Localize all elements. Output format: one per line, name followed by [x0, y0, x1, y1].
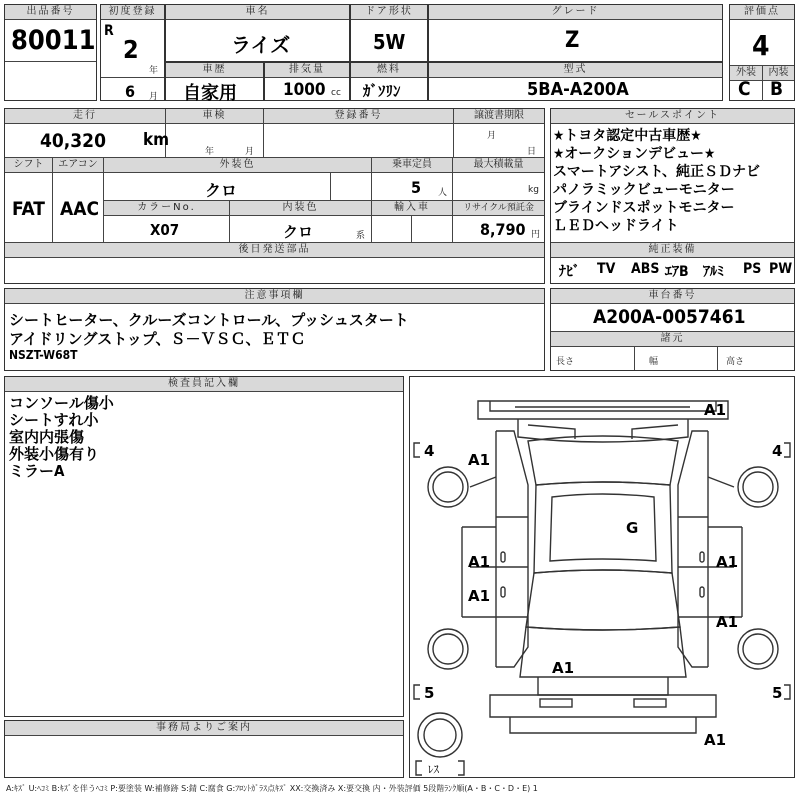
sales-point-line: ＬＥＤヘッドライト — [553, 218, 679, 234]
damage-mark-rear-bottom: A1 — [704, 731, 727, 749]
car-name: ライズ — [231, 33, 291, 57]
chassis-label: 車台番号 — [551, 289, 794, 304]
score-cell — [729, 4, 795, 101]
office-label: 事務局よりご案内 — [5, 721, 403, 736]
damage-mark-right-door1: A1 — [716, 553, 739, 571]
office-box — [4, 720, 404, 778]
door-type: 5W — [373, 30, 406, 54]
score-label: 評価点 — [730, 5, 794, 20]
car-diagram-box — [409, 376, 795, 778]
first-registration-cell — [100, 4, 165, 101]
notes-box — [4, 288, 545, 371]
ext-color-label: 外装色 — [104, 158, 371, 173]
inspector-line: 外装小傷有り — [9, 445, 100, 463]
reg-year: 2 — [123, 35, 139, 64]
ac: AAC — [60, 198, 100, 220]
displacement-unit: cc — [331, 88, 341, 98]
sales-point-line: スマートアシスト、純正ＳＤナビ — [553, 164, 761, 180]
reg-no-label: 登録番号 — [264, 109, 453, 124]
inspection-year-unit: 年 — [205, 147, 215, 157]
note-line: アイドリングストップ、Ｓ－ＶＳＣ、ＥＴＣ — [9, 330, 306, 348]
max-load-label: 最大積載量 — [453, 158, 544, 173]
shift: FAT — [12, 198, 45, 220]
tire-rr: 5 — [772, 684, 783, 702]
lot-number-cell — [4, 4, 97, 101]
width-label: 幅 — [649, 357, 659, 367]
inspector-box — [4, 376, 404, 717]
damage-mark-rear: A1 — [552, 659, 575, 677]
equipment-pw: PW — [769, 261, 793, 277]
sales-point-line: ★トヨタ認定中古車歴★ — [553, 128, 702, 144]
mileage-unit: km — [143, 130, 170, 150]
inspector-line: シートすれ小 — [9, 411, 99, 429]
height-label: 高さ — [726, 357, 745, 367]
int-color-unit: 系 — [356, 231, 366, 241]
note-line: NSZT-W68T — [9, 348, 78, 362]
fuel-label: 燃料 — [351, 63, 427, 78]
door-cell — [350, 4, 428, 62]
interior-label: 内装 — [762, 66, 794, 81]
car-name-cell — [165, 4, 350, 62]
damage-mark-left-door1: A1 — [468, 553, 491, 571]
recycle-label: リサイクル預託金 — [453, 201, 544, 216]
int-color-label: 内装色 — [230, 201, 371, 216]
tire-fl: 4 — [424, 442, 435, 460]
inspector-label: 検査員記入欄 — [5, 377, 403, 392]
equipment-nav: ﾅﾋﾞ — [559, 264, 580, 280]
month-unit: 月 — [149, 92, 159, 102]
lot-number-label: 出品番号 — [5, 5, 96, 20]
damage-mark-right-door2: A1 — [716, 613, 739, 631]
car-name-label: 車名 — [166, 5, 349, 20]
max-load-unit: kg — [528, 185, 539, 195]
import-label: 輸入車 — [372, 201, 452, 216]
damage-mark-left-front: A1 — [468, 451, 491, 469]
exterior-rating: C — [738, 78, 751, 100]
notes-label: 注意事項欄 — [5, 289, 544, 304]
equipment-airbag: ｴｱB — [665, 264, 689, 280]
capacity: 5 — [411, 178, 422, 197]
era: R — [104, 23, 114, 39]
displacement-label: 排気量 — [265, 63, 349, 78]
mileage-label: 走行 — [5, 109, 165, 124]
equipment-ps: PS — [743, 261, 762, 277]
chassis-number: A200A-0057461 — [593, 306, 746, 328]
displacement: 1000 — [283, 80, 326, 100]
grade-cell — [428, 4, 723, 62]
recycle-fee: 8,790 — [480, 220, 526, 239]
sales-points-label: セールスポイント — [551, 109, 794, 124]
capacity-unit: 人 — [438, 188, 448, 198]
history-cell — [165, 62, 264, 104]
reg-month: 6 — [125, 82, 136, 101]
lot-number: 80011 — [11, 25, 96, 56]
sales-points-box — [550, 108, 795, 284]
legend: A:ｷｽﾞ U:ﾍｺﾐ B:ｷｽﾞを伴うﾍｺﾐ P:要塗装 W:補修跡 S:錆 C:腐食 G:ﾌﾛﾝﾄｶﾞﾗｽ点ｷｽﾞ XX:交換済み X:要交換 内・外装評価 5段階ﾗﾝｸ順(A・B・C・D・E) 1 — [6, 784, 538, 793]
length-label: 長さ — [556, 357, 575, 367]
damage-mark-windshield: G — [626, 519, 639, 537]
displacement-cell — [264, 62, 350, 101]
tire-fr: 4 — [772, 442, 783, 460]
model-cell — [428, 62, 723, 101]
exterior-label: 外装 — [730, 66, 762, 81]
equipment-alloy: ｱﾙﾐ — [703, 264, 724, 280]
tire-rl: 5 — [424, 684, 435, 702]
transfer-day-unit: 日 — [527, 147, 537, 157]
transfer-label: 譲渡書期限 — [454, 109, 544, 124]
recycle-unit: 円 — [531, 230, 541, 240]
fuel: ｶﾞｿﾘﾝ — [363, 82, 401, 100]
color-no-label: カラーNo. — [104, 201, 229, 216]
note-line: シートヒーター、クルーズコントロール、プッシュスタート — [9, 311, 409, 329]
spare-tire-label: ﾚｽ — [428, 763, 439, 776]
year-unit: 年 — [149, 66, 159, 76]
grade-label: グレード — [429, 5, 722, 20]
equipment-tv: TV — [597, 261, 616, 277]
model-label: 型式 — [429, 63, 722, 78]
car-diagram — [410, 377, 794, 777]
inspection-label: 車検 — [166, 109, 263, 124]
later-parts-label: 後日発送部品 — [5, 243, 544, 258]
capacity-label: 乗車定員 — [372, 158, 452, 173]
mileage: 40,320 — [40, 130, 106, 152]
inspector-line: ミラーA — [9, 462, 65, 480]
grade: Z — [565, 28, 580, 53]
equipment-abs: ABS — [631, 261, 660, 277]
chassis-box — [550, 288, 795, 371]
damage-mark-front: A1 — [704, 401, 727, 419]
dims-label: 諸元 — [551, 332, 794, 347]
int-color: クロ — [283, 223, 314, 241]
sales-point-line: ★オークションデビュー★ — [553, 146, 716, 162]
model-code: 5BA-A200A — [527, 79, 629, 100]
transfer-month-unit: 月 — [487, 131, 497, 141]
history: 自家用 — [183, 83, 237, 104]
history-label: 車歴 — [166, 63, 263, 78]
shift-label: シフト — [5, 158, 52, 173]
inspector-line: 室内内張傷 — [9, 428, 85, 446]
ac-label: エアコン — [53, 158, 103, 173]
ext-color: クロ — [205, 181, 238, 200]
inspector-line: コンソール傷小 — [9, 394, 114, 412]
door-label: ドア形状 — [351, 5, 427, 20]
damage-mark-left-door2: A1 — [468, 587, 491, 605]
score: 4 — [752, 29, 770, 62]
equipment-label: 純正装備 — [551, 243, 794, 258]
interior-rating: B — [770, 78, 784, 100]
color-no: X07 — [150, 221, 180, 239]
fuel-cell — [350, 62, 428, 101]
inspection-month-unit: 月 — [245, 147, 255, 157]
sales-point-line: ブラインドスポットモニター — [553, 200, 735, 216]
sales-point-line: パノラミックビューモニター — [553, 182, 735, 198]
first-registration-label: 初度登録 — [101, 5, 164, 20]
